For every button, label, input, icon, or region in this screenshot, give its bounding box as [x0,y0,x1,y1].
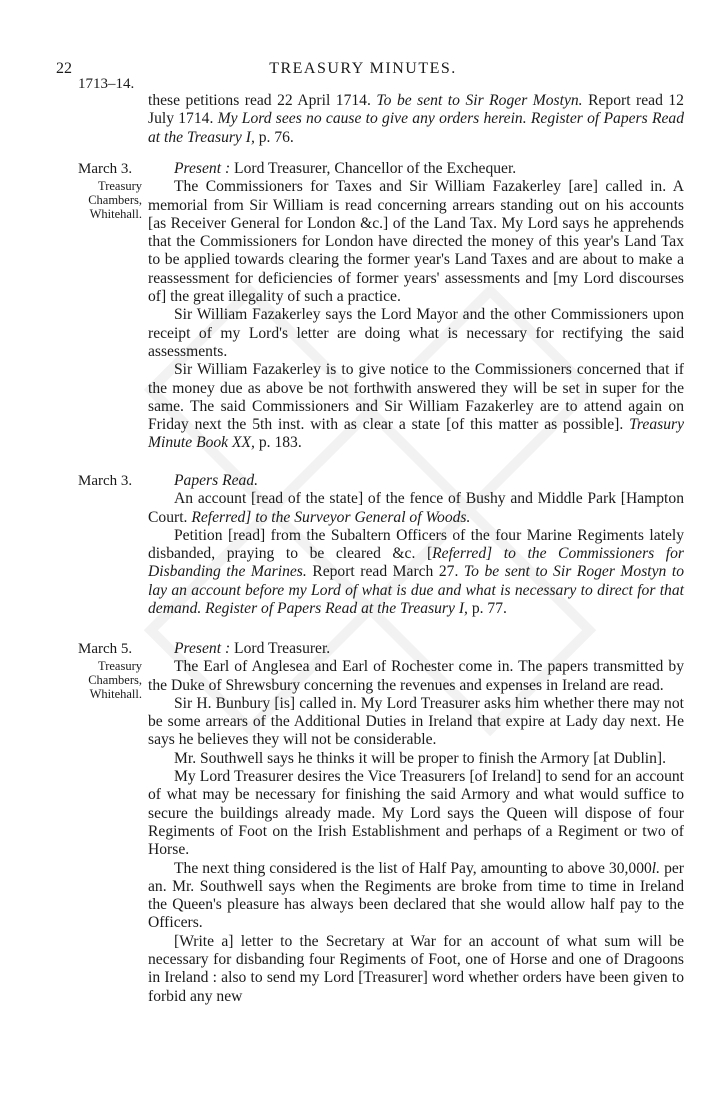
entry-body [148,640,684,1006]
entry-paragraph: Sir William Fazakerley says the Lord Mayor and the other Commissioners upon receipt of my Lord's letter are doing what is necessary for rectifying the said assessments. [148,306,684,360]
entry-margin [78,640,144,701]
entry-date: March 3. [78,161,133,177]
entry-paragraph: Present : Lord Treasurer, Chancellor of the Exchequer. [174,160,517,177]
entry-paragraph: Papers Read. [174,472,259,489]
minute-entry [78,160,684,453]
entry-place: Treasury Chambers, Whitehall. [88,179,142,221]
entry-date: March 5. [78,641,133,657]
intro-paragraph-block [148,92,684,147]
entry-paragraph: Mr. Southwell says he thinks it will be proper to finish the Armory [at Dublin]. [174,749,667,767]
entry-paragraph: My Lord Treasurer desires the Vice Treasurers [of Ireland] to send for an account of what may be necessary for finishing the said Armory and what would suffice to secure the buildings already made. My Lord says the Queen will dispose of four Regiments of Foot on the Irish Establishment and perhaps of a Regiment or two of Horse. [148,768,684,859]
entry-paragraph: The Earl of Anglesea and Earl of Rochester come in. The papers transmitted by the Duke of Shrewsbury concerning the revenues and expenses in Ireland are read. [148,658,684,694]
entry-paragraph: Sir H. Bunbury [is] called in. My Lord Treasurer asks him whether there may not be some arrears of the Additional Duties in Ireland that expire at Lady day next. He says he believes they will not be considerable. [148,694,684,749]
entry-body [148,472,684,618]
entry-paragraph: Petition [read] from the Subaltern Officers of the four Marine Regiments lately disbanded, praying to be cleared &c. [Referred] to the Commissioners for Disbanding the Marines. Report read March 27. To be sent to Sir Roger Mostyn to lay an account before my Lord of what is due and what is necessary to direct for that demand. Register of Papers Read at the Treasury I, p. 77. [148,526,685,618]
entry-margin [78,160,144,221]
entry-body [148,160,684,453]
entry-paragraph: [Write a] letter to the Secretary at War for an account of what sum will be necessary for disbanding four Regiments of Foot, one of Horse and one of Dragoons in Ireland : also to send my Lord [Treasurer] word whether orders have been given to forbid any new [148,932,684,1005]
intro-paragraph: these petitions read 22 April 1714. To be sent to Sir Roger Mostyn. Report read 12 July 1714. My Lord sees no cause to give any orders herein. Register of Papers Read at the Treasury I, p. 76. [148,92,684,146]
entry-date: March 3. [78,473,133,489]
entry-margin [78,472,144,490]
entry-paragraph: Present : Lord Treasurer. [174,640,331,657]
running-title: TREASURY MINUTES. [269,60,457,77]
year-marker: 1713–14. [78,76,135,92]
page-number: 22 [56,60,72,77]
entry-paragraph: The Commissioners for Taxes and Sir William Fazakerley [are] called in. A memorial from Sir William is read concerning arrears standing out on his accounts [as Receiver General for London &c.] of the Land Tax. My Lord says he apprehends that the Commissioners for London have directed the money of this year's Land Tax to be applied towards clearing the former year's Land Taxes and are about to make a reassessment for deficiencies of former years' assessments and [my Lord discourses of] the great illegality of such a practice. [148,178,684,306]
entry-place: Treasury Chambers, Whitehall. [88,659,142,701]
minute-entry [78,472,684,618]
entry-paragraph: The next thing considered is the list of Half Pay, amounting to above 30,000l. per an. Mr. Southwell says when the Regiments are broke from time to time in Ireland the Queen's pleasure has always been declared that she would allow half pay to the Officers. [148,859,684,932]
minute-entry [78,640,684,1006]
entry-paragraph: Sir William Fazakerley is to give notice to the Commissioners concerned that if the money due as above be not forthwith answered they will be set in super for the same. The said Commissioners and Sir William Fazakerley are to attend again on Friday next the 5th inst. with as clear a state [of this matter as possible]. Treasury Minute Book XX, p. 183. [148,361,684,452]
entry-paragraph: An account [read of the state] of the fence of Bushy and Middle Park [Hampton Court. Referred] to the Surveyor General of Woods. [148,490,684,526]
